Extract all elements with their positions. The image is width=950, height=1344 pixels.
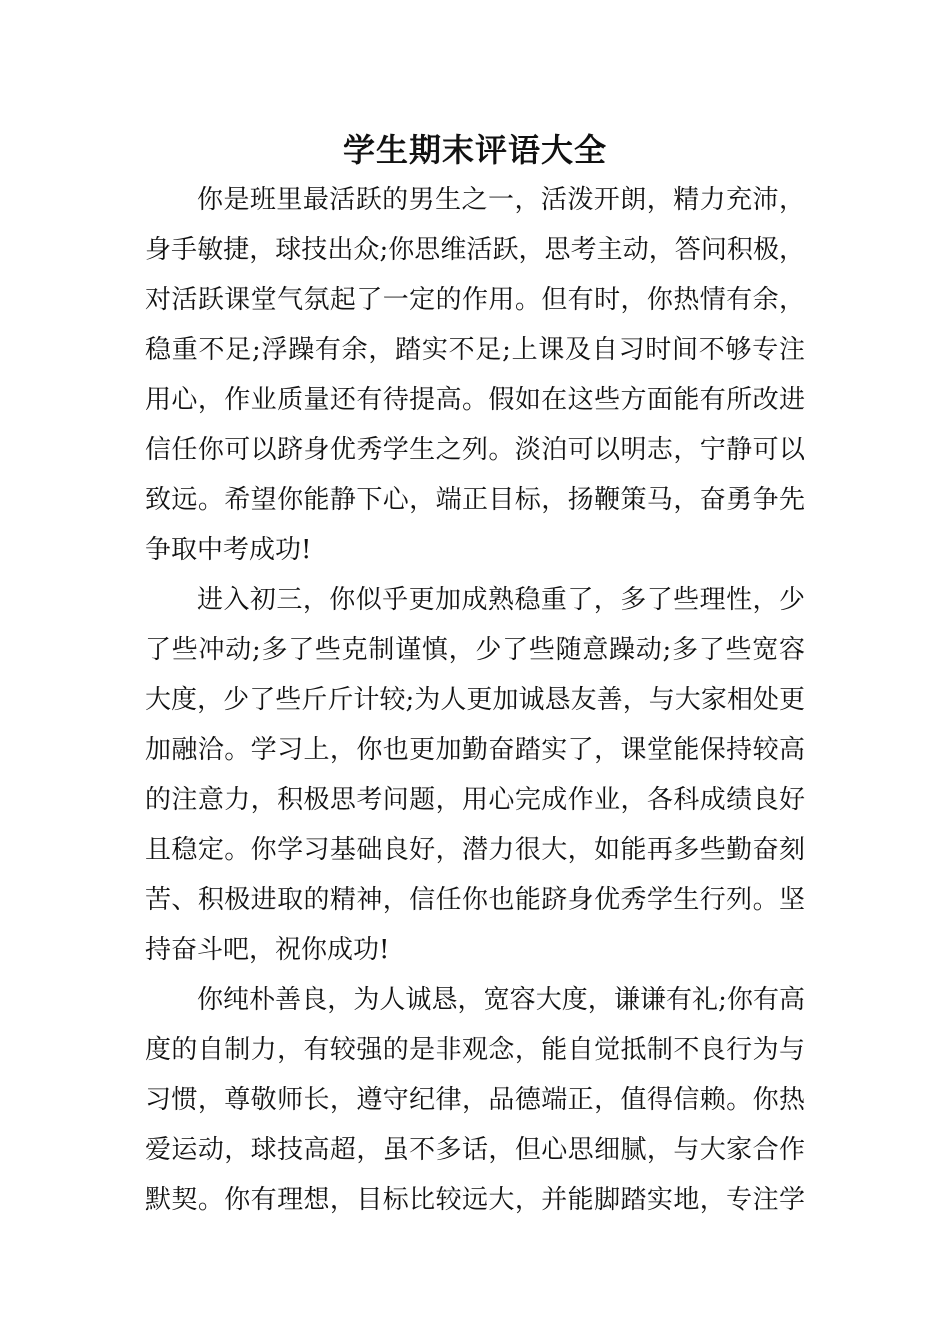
- paragraph-2-line-6: 且稳定。你学习基础良好，潜力很大，如能再多些勤奋刻: [145, 835, 805, 865]
- paragraph-3-line-4: 爱运动，球技高超，虽不多话，但心思细腻，与大家合作: [145, 1135, 805, 1165]
- paragraph-2-line-1: 进入初三，你似乎更加成熟稳重了，多了些理性，少: [197, 585, 805, 615]
- paragraph-3-line-2: 度的自制力，有较强的是非观念，能自觉抵制不良行为与: [145, 1035, 805, 1065]
- paragraph-2-line-7: 苦、积极进取的精神，信任你也能跻身优秀学生行列。坚: [145, 885, 805, 915]
- document-title: 学生期末评语大全: [342, 131, 607, 169]
- paragraph-2-line-4: 加融洽。学习上，你也更加勤奋踏实了，课堂能保持较高: [145, 735, 805, 765]
- paragraph-1-line-5: 用心，作业质量还有待提高。假如在这些方面能有所改进: [145, 385, 805, 415]
- paragraph-1-line-8: 争取中考成功!: [145, 535, 312, 565]
- paragraph-1-line-3: 对活跃课堂气氛起了一定的作用。但有时，你热情有余，: [145, 285, 805, 315]
- paragraph-1-line-6: 信任你可以跻身优秀学生之列。淡泊可以明志，宁静可以: [145, 435, 805, 465]
- paragraph-3-line-1: 你纯朴善良，为人诚恳，宽容大度，谦谦有礼;你有高: [197, 985, 805, 1015]
- paragraph-3-line-3: 习惯，尊敬师长，遵守纪律，品德端正，值得信赖。你热: [145, 1085, 805, 1115]
- paragraph-1-line-2: 身手敏捷，球技出众;你思维活跃，思考主动，答问积极，: [145, 235, 805, 265]
- paragraph-1-line-7: 致远。希望你能静下心，端正目标，扬鞭策马，奋勇争先: [145, 485, 805, 515]
- paragraph-1-line-1: 你是班里最活跃的男生之一，活泼开朗，精力充沛，: [197, 185, 805, 215]
- paragraph-3-line-5: 默契。你有理想，目标比较远大，并能脚踏实地，专注学: [145, 1185, 805, 1215]
- paragraph-2-line-8: 持奋斗吧，祝你成功!: [145, 935, 390, 965]
- paragraph-2-line-2: 了些冲动;多了些克制谨慎，少了些随意躁动;多了些宽容: [145, 635, 805, 665]
- paragraph-1-line-4: 稳重不足;浮躁有余，踏实不足;上课及自习时间不够专注: [145, 335, 805, 365]
- paragraph-2-line-3: 大度，少了些斤斤计较;为人更加诚恳友善，与大家相处更: [145, 685, 805, 715]
- paragraph-2-line-5: 的注意力，积极思考问题，用心完成作业，各科成绩良好: [145, 785, 805, 815]
